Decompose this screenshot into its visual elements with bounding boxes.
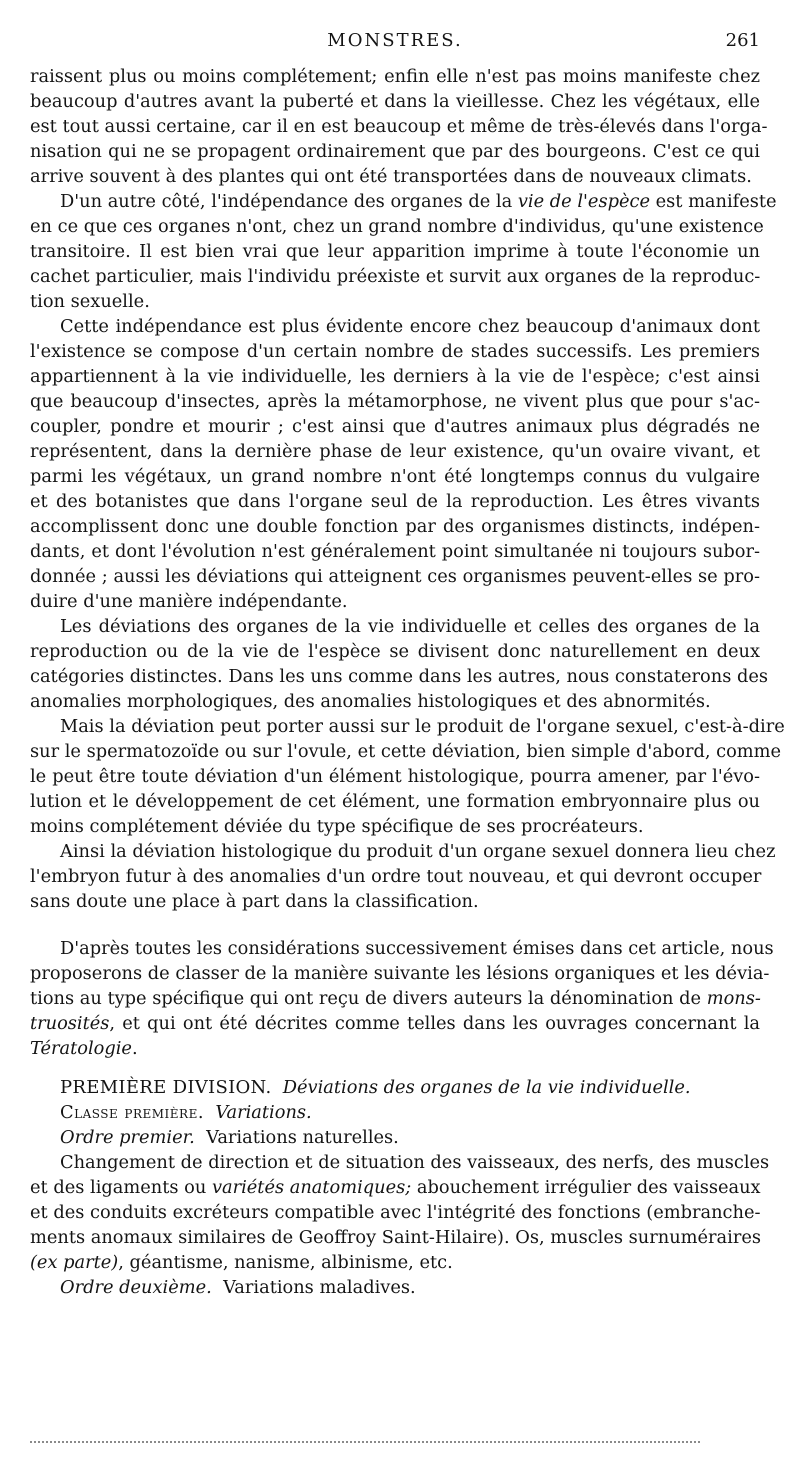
text-line: raissent plus ou moins complétement; enfin elle n'est pas moins manifeste chez xyxy=(30,66,760,87)
text-line: lution et le développement de cet élément, une formation embryonnaire plus ou xyxy=(30,791,760,812)
text-line: est tout aussi certaine, car il en est beaucoup et même de très-élevés dans l'orga- xyxy=(30,116,768,137)
text-line: sans doute une place à part dans la classification. xyxy=(30,891,479,912)
text-line: ments anomaux similaires de Geoffroy Saint-Hilaire). Os, muscles surnuméraires xyxy=(30,1227,761,1248)
text-line: le peut être toute déviation d'un élément histologique, pourra amener, par l'évo- xyxy=(30,766,760,787)
text-line: tions au type spécifique qui ont reçu de divers auteurs la dénomination de mons- xyxy=(30,988,761,1009)
text-line: accomplissent donc une double fonction par des organismes distincts, indépen- xyxy=(30,516,760,537)
page-number: 261 xyxy=(725,30,760,51)
running-title: MONSTRES. xyxy=(327,30,463,51)
paragraph xyxy=(30,189,777,314)
division-heading: PREMIÈRE DIVISION. Déviations des organes de la vie individuelle. xyxy=(60,1077,691,1098)
classe-heading: Classe première. Variations. xyxy=(60,1102,312,1123)
text-line: dants, et dont l'évolution n'est généralement point simultanée ni toujours subor- xyxy=(30,541,760,562)
text-line: moins complétement déviée du type spécifique de ses procréateurs. xyxy=(30,816,644,837)
text-line: anomalies morphologiques, des anomalies histologiques et des abnormités. xyxy=(30,691,711,712)
text-line: Ainsi la déviation histologique du produit d'un organe sexuel donnera lieu chez xyxy=(60,841,776,862)
text-line: reproduction ou de la vie de l'espèce se divisent donc naturellement en deux xyxy=(30,641,760,662)
paragraph xyxy=(30,614,769,714)
text-line: et des ligaments ou variétés anatomiques; abouchement irrégulier des vaisseaux xyxy=(30,1177,761,1198)
text-line: beaucoup d'autres avant la puberté et dans la vieillesse. Chez les végétaux, elle xyxy=(30,91,760,112)
text-line: Changement de direction et de situation des vaisseaux, des nerfs, des muscles xyxy=(60,1152,770,1173)
text-line: (ex parte), géantisme, nanisme, albinisme, etc. xyxy=(30,1252,453,1273)
text-line: arrive souvent à des plantes qui ont été transportées dans de nouveaux climats. xyxy=(30,166,752,187)
paragraph xyxy=(30,839,776,914)
text-line: parmi les végétaux, un grand nombre n'ont été longtemps connus du vulgaire xyxy=(30,466,760,487)
ordre-heading: Ordre premier. Variations naturelles. xyxy=(60,1127,399,1148)
text-line: l'existence se compose d'un certain nombre de stades successifs. Les premiers xyxy=(30,341,760,362)
text-line: Cette indépendance est plus évidente encore chez beaucoup d'animaux dont xyxy=(60,316,760,337)
text-line: catégories distinctes. Dans les uns comme dans les autres, nous constaterons des xyxy=(30,666,769,687)
footer-rule xyxy=(30,1441,700,1443)
paragraph xyxy=(30,314,760,614)
classification xyxy=(30,1075,770,1300)
text-line: et des conduits excréteurs compatible avec l'intégrité des fonctions (embranche- xyxy=(30,1202,761,1223)
text-line: D'après toutes les considérations successivement émises dans cet article, nous xyxy=(60,938,774,959)
ordre-heading: Ordre deuxième. Variations maladives. xyxy=(60,1277,416,1298)
text-line: appartiennent à la vie individuelle, les derniers à la vie de l'espèce; c'est ainsi xyxy=(30,366,760,387)
text-line: sur le spermatozoïde ou sur l'ovule, et cette déviation, bien simple d'abord, comme xyxy=(30,741,782,762)
text-line: nisation qui ne se propagent ordinairement que par des bourgeons. C'est ce qui xyxy=(30,141,760,162)
text-line: Les déviations des organes de la vie individuelle et celles des organes de la xyxy=(60,616,760,637)
text-line: duire d'une manière indépendante. xyxy=(30,591,348,612)
text-line: tion sexuelle. xyxy=(30,291,150,312)
text-line: que beaucoup d'insectes, après la métamorphose, ne vivent plus que pour s'ac- xyxy=(30,391,760,412)
text-line: Tératologie. xyxy=(30,1038,138,1059)
text-line: cachet particulier, mais l'individu préexiste et survit aux organes de la reproduc- xyxy=(30,266,761,287)
section-gap xyxy=(30,914,760,936)
paragraph xyxy=(30,714,785,839)
text-line: coupler, pondre et mourir ; c'est ainsi que d'autres animaux plus dégradés ne xyxy=(30,416,760,437)
text-line: transitoire. Il est bien vrai que leur apparition imprime à toute l'économie un xyxy=(30,241,760,262)
page-header xyxy=(30,30,760,56)
text-line: représentent, dans la dernière phase de leur existence, qu'un ovaire vivant, et xyxy=(30,441,760,462)
text-line: proposerons de classer de la manière suivante les lésions organiques et les dévia- xyxy=(30,963,770,984)
text-line: D'un autre côté, l'indépendance des organes de la vie de l'espèce est manifeste xyxy=(60,191,777,212)
body-text xyxy=(30,64,785,1300)
text-line: et des botanistes que dans l'organe seul de la reproduction. Les êtres vivants xyxy=(30,491,760,512)
text-line: Mais la déviation peut porter aussi sur le produit de l'organe sexuel, c'est-à-dire xyxy=(60,716,785,737)
text-line: donnée ; aussi les déviations qui atteignent ces organismes peuvent-elles se pro- xyxy=(30,566,760,587)
paragraph xyxy=(30,64,768,189)
section-gap xyxy=(30,1061,760,1075)
paragraph xyxy=(30,936,774,1061)
text-line: l'embryon futur à des anomalies d'un ordre tout nouveau, et qui devront occuper xyxy=(30,866,762,887)
text-line: en ce que ces organes n'ont, chez un grand nombre d'individus, qu'une existence xyxy=(30,216,764,237)
text-line: truosités, et qui ont été décrites comme telles dans les ouvrages concernant la xyxy=(30,1013,760,1034)
